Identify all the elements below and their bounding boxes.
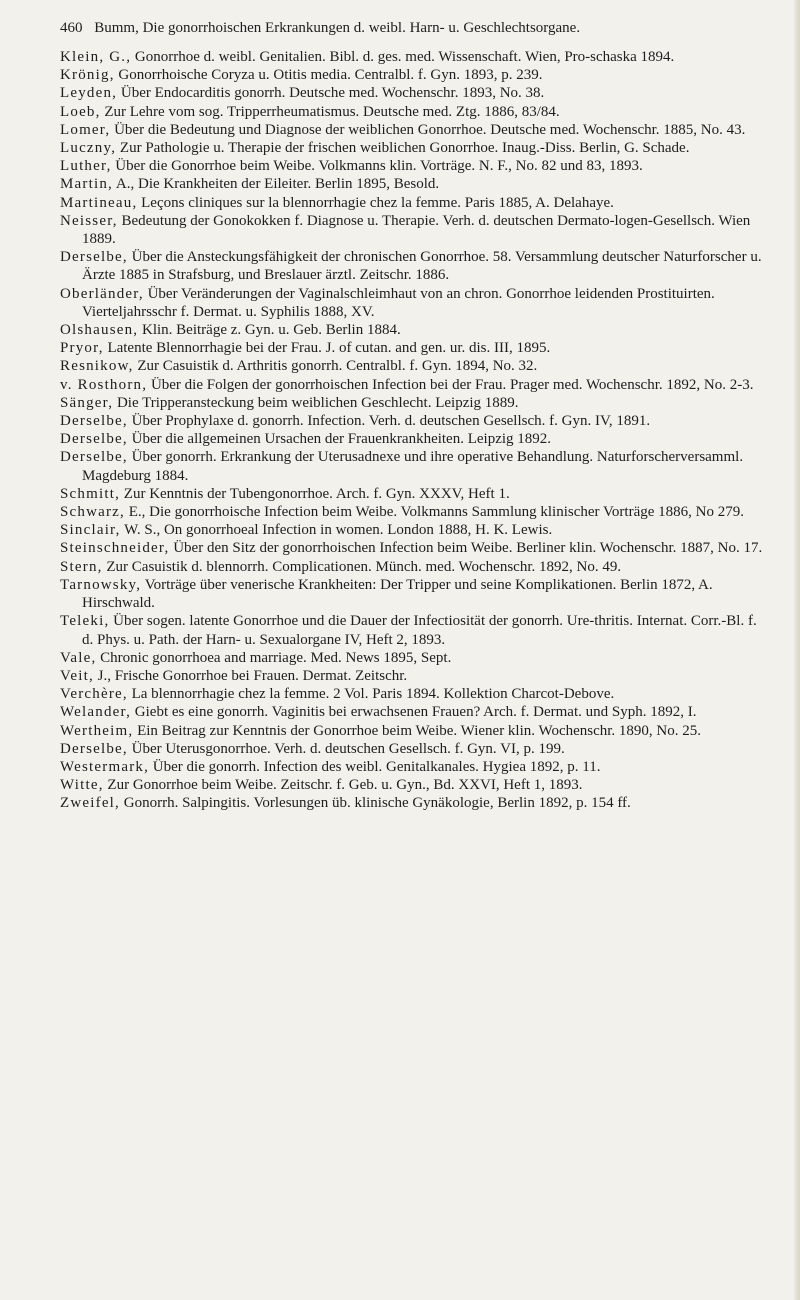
- reference-author: Tarnowsky,: [60, 576, 142, 593]
- reference-author: Verchère,: [60, 686, 128, 703]
- reference-author: Schwarz,: [60, 504, 125, 521]
- reference-text: Zur Pathologie u. Therapie der frischen weiblichen Gonorrhoe. Inaug.-Diss. Berlin, G. Schade.: [116, 140, 690, 157]
- reference-entry: [60, 740, 766, 758]
- reference-author: Sinclair,: [60, 522, 121, 539]
- reference-text: Die Tripperansteckung beim weiblichen Geschlecht. Leipzig 1889.: [113, 394, 519, 411]
- reference-list: [60, 48, 766, 813]
- reference-author: Schmitt,: [60, 485, 121, 502]
- reference-text: E., Die gonorrhoische Infection beim Weibe. Volkmanns Sammlung klinischer Vorträge 1886, No 279.: [125, 504, 744, 521]
- reference-author: Steinschneider,: [60, 540, 170, 557]
- reference-entry: [60, 448, 766, 484]
- reference-text: Leçons cliniques sur la blennorrhagie chez la femme. Paris 1885, A. Delahaye.: [137, 194, 614, 211]
- reference-text: Über die Gonorrhoe beim Weibe. Volkmanns klin. Vorträge. N. F., No. 82 und 83, 1893.: [111, 158, 643, 175]
- reference-entry: [60, 703, 766, 721]
- reference-text: Über die gonorrh. Infection des weibl. Genitalkanales. Hygiea 1892, p. 11.: [149, 758, 601, 775]
- reference-text: Über die Ansteckungsfähigkeit der chronischen Gonorrhoe. 58. Versammlung deutscher Naturforscher u. Ärzte 1885 in Strafsburg, und Breslauer ärztl. Zeitschr. 1886.: [82, 249, 762, 284]
- reference-text: Gonorrh. Salpingitis. Vorlesungen üb. klinische Gynäkologie, Berlin 1892, p. 154 ff.: [120, 795, 631, 812]
- reference-author: Veit,: [60, 667, 94, 684]
- reference-entry: [60, 66, 766, 84]
- reference-author: Derselbe,: [60, 249, 128, 266]
- reference-author: Vale,: [60, 649, 97, 666]
- reference-author: Derselbe,: [60, 431, 128, 448]
- reference-entry: [60, 649, 766, 667]
- reference-text: Zur Casuistik d. Arthritis gonorrh. Centralbl. f. Gyn. 1894, No. 32.: [133, 358, 538, 375]
- reference-text: A., Die Krankheiten der Eileiter. Berlin 1895, Besold.: [112, 176, 440, 193]
- reference-entry: [60, 285, 766, 321]
- reference-text: Über Endocarditis gonorrh. Deutsche med. Wochenschr. 1893, No. 38.: [117, 85, 545, 102]
- reference-author: Luczny,: [60, 140, 117, 157]
- reference-author: Derselbe,: [60, 413, 128, 430]
- reference-text: Über den Sitz der gonorrhoischen Infection beim Weibe. Berliner klin. Wochenschr. 1887, No. 17.: [169, 540, 763, 557]
- running-header: [60, 18, 766, 38]
- reference-author: Zweifel,: [60, 795, 120, 812]
- reference-entry: [60, 412, 766, 430]
- reference-entry: [60, 521, 766, 539]
- reference-entry: [60, 139, 766, 157]
- reference-entry: [60, 194, 766, 212]
- reference-text: Über die allgemeinen Ursachen der Frauenkrankheiten. Leipzig 1892.: [127, 431, 552, 448]
- reference-author: Derselbe,: [60, 449, 128, 466]
- reference-entry: [60, 576, 766, 612]
- reference-entry: [60, 175, 766, 193]
- reference-text: J., Frische Gonorrhoe bei Frauen. Dermat. Zeitschr.: [93, 667, 408, 684]
- reference-text: Über die Folgen der gonorrhoischen Infection bei der Frau. Prager med. Wochenschr. 1892, No. 2-3.: [147, 376, 754, 393]
- page-edge: [794, 0, 800, 1300]
- reference-author: v. Rosthorn,: [60, 376, 148, 393]
- reference-author: Teleki,: [60, 613, 110, 630]
- reference-author: Lomer,: [60, 121, 111, 138]
- reference-entry: [60, 612, 766, 648]
- reference-entry: [60, 248, 766, 284]
- reference-author: Resnikow,: [60, 358, 134, 375]
- reference-entry: [60, 485, 766, 503]
- reference-text: Gonorrhoe d. weibl. Genitalien. Bibl. d. ges. med. Wissenschaft. Wien, Pro-schaska 1894.: [131, 49, 675, 65]
- reference-text: Über Prophylaxe d. gonorrh. Infection. Verh. d. deutschen Gesellsch. f. Gyn. IV, 1891.: [127, 413, 651, 430]
- reference-entry: [60, 667, 766, 685]
- reference-text: W. S., On gonorrhoeal Infection in women. London 1888, H. K. Lewis.: [120, 522, 553, 539]
- reference-text: Zur Gonorrhoe beim Weibe. Zeitschr. f. Geb. u. Gyn., Bd. XXVI, Heft 1, 1893.: [103, 777, 583, 794]
- reference-text: Vorträge über venerische Krankheiten: Der Tripper und seine Komplikationen. Berlin 1872, A. Hirschwald.: [82, 576, 713, 612]
- reference-author: Klein, G.,: [60, 49, 132, 65]
- reference-entry: [60, 212, 766, 248]
- page-number: 460: [60, 20, 83, 36]
- reference-text: Über sogen. latente Gonorrhoe und die Dauer der Infectiosität der gonorrh. Ure-thritis. Internat. Corr.-Bl. f. d. Phys. u. Path. der Harn- u. Sexualorgane IV, Heft 2, 1893.: [82, 613, 757, 648]
- reference-author: Westermark,: [60, 758, 150, 775]
- reference-author: Martin,: [60, 176, 113, 193]
- reference-entry: [60, 430, 766, 448]
- reference-author: Stern,: [60, 558, 103, 575]
- reference-author: Neisser,: [60, 212, 118, 229]
- reference-author: Loeb,: [60, 103, 101, 120]
- reference-text: Über Uterusgonorrhoe. Verh. d. deutschen Gesellsch. f. Gyn. VI, p. 199.: [127, 740, 565, 757]
- reference-text: Gonorrhoische Coryza u. Otitis media. Centralbl. f. Gyn. 1893, p. 239.: [114, 67, 543, 84]
- reference-text: Über Veränderungen der Vaginalschleimhaut von an chron. Gonorrhoe leidenden Prostituirten. Vierteljahrsschr f. Dermat. u. Syphilis 1888, XV.: [82, 285, 715, 320]
- reference-entry: [60, 376, 766, 394]
- reference-author: Pryor,: [60, 340, 104, 357]
- reference-entry: [60, 48, 766, 66]
- reference-text: Zur Casuistik d. blennorrh. Complicationen. Münch. med. Wochenschr. 1892, No. 49.: [102, 558, 622, 575]
- reference-author: Sänger,: [60, 394, 114, 411]
- reference-entry: [60, 321, 766, 339]
- reference-entry: [60, 157, 766, 175]
- reference-entry: [60, 503, 766, 521]
- reference-text: Latente Blennorrhagie bei der Frau. J. of cutan. and gen. ur. dis. III, 1895.: [103, 340, 551, 357]
- reference-text: Bedeutung der Gonokokken f. Diagnose u. Therapie. Verh. d. deutschen Dermato-logen-Gesellsch. Wien 1889.: [82, 212, 751, 248]
- reference-text: La blennorrhagie chez la femme. 2 Vol. Paris 1894. Kollektion Charcot-Debove.: [127, 686, 615, 703]
- reference-entry: [60, 722, 766, 740]
- reference-text: Chronic gonorrhoea and marriage. Med. News 1895, Sept.: [96, 649, 452, 666]
- reference-author: Welander,: [60, 704, 132, 721]
- reference-entry: [60, 357, 766, 375]
- reference-text: Klin. Beiträge z. Gyn. u. Geb. Berlin 1884.: [138, 322, 401, 339]
- reference-entry: [60, 685, 766, 703]
- reference-entry: [60, 776, 766, 794]
- reference-author: Olshausen,: [60, 322, 139, 339]
- reference-entry: [60, 84, 766, 102]
- reference-author: Derselbe,: [60, 740, 128, 757]
- reference-text: Zur Kenntnis der Tubengonorrhoe. Arch. f. Gyn. XXXV, Heft 1.: [120, 485, 510, 502]
- reference-author: Martineau,: [60, 194, 138, 211]
- reference-text: Über gonorrh. Erkrankung der Uterusadnexe und ihre operative Behandlung. Naturforscherversamml. Magdeburg 1884.: [82, 449, 744, 484]
- reference-entry: [60, 121, 766, 139]
- reference-author: Wertheim,: [60, 722, 134, 739]
- reference-author: Krönig,: [60, 67, 115, 84]
- reference-entry: [60, 394, 766, 412]
- reference-author: Leyden,: [60, 85, 118, 102]
- reference-text: Giebt es eine gonorrh. Vaginitis bei erwachsenen Frauen? Arch. f. Dermat. und Syph. 1892, I.: [131, 704, 697, 721]
- reference-author: Luther,: [60, 158, 112, 175]
- reference-entry: [60, 794, 766, 812]
- reference-entry: [60, 539, 766, 557]
- reference-text: Zur Lehre vom sog. Tripperrheumatismus. Deutsche med. Ztg. 1886, 83/84.: [100, 103, 560, 120]
- reference-entry: [60, 103, 766, 121]
- reference-author: Oberländer,: [60, 285, 144, 302]
- reference-text: Über die Bedeutung und Diagnose der weiblichen Gonorrhoe. Deutsche med. Wochenschr. 1885, No. 43.: [110, 121, 746, 138]
- running-title: Bumm, Die gonorrhoischen Erkrankungen d. weibl. Harn- u. Geschlechtsorgane.: [94, 20, 581, 36]
- reference-author: Witte,: [60, 777, 104, 794]
- reference-entry: [60, 339, 766, 357]
- reference-entry: [60, 558, 766, 576]
- reference-entry: [60, 758, 766, 776]
- reference-text: Ein Beitrag zur Kenntnis der Gonorrhoe beim Weibe. Wiener klin. Wochenschr. 1890, No. 25.: [133, 722, 702, 739]
